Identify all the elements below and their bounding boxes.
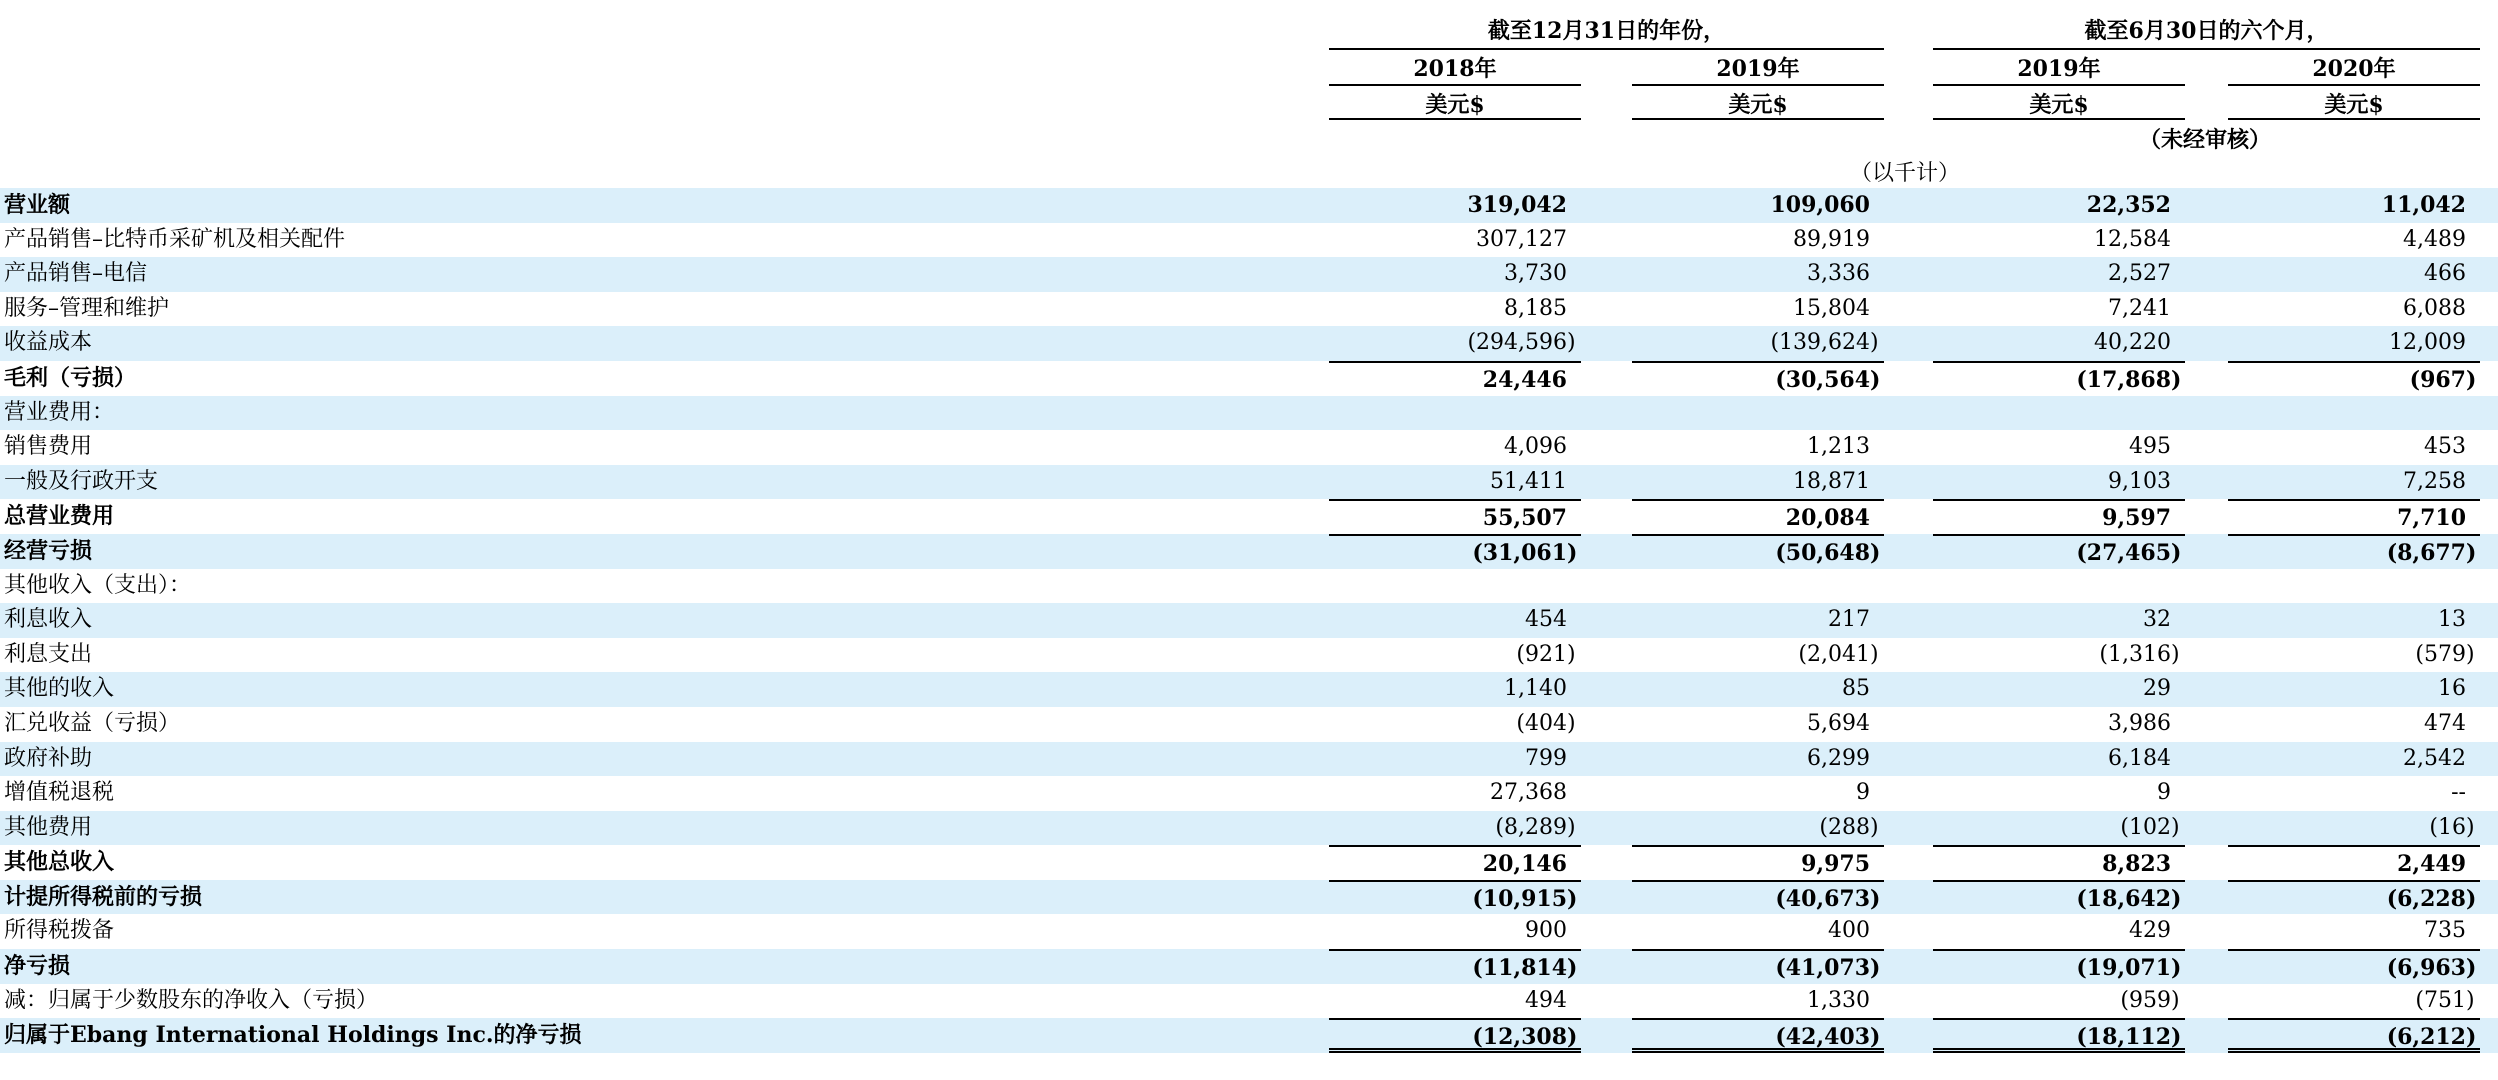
row-value-col1: 15,804 [1793, 295, 1870, 321]
col0-currency-rule [1329, 118, 1581, 120]
row-value-col3: 7,258 [2403, 468, 2466, 494]
table-row [0, 569, 2498, 604]
row-value-col0: (12,308) [1329, 1018, 1581, 1053]
row-value-col2: 3,986 [2108, 710, 2171, 736]
row-value-col1: (40,673) [1632, 880, 1884, 915]
col0-year-rule [1329, 84, 1581, 86]
row-value-col0: 307,127 [1476, 226, 1567, 252]
row-label: 利息支出 [4, 641, 93, 667]
group1-rule [1329, 48, 1884, 50]
row-value-col2: 32 [2143, 607, 2171, 633]
col1-year: 2019年 [1716, 56, 1800, 82]
row-value-col2 [1933, 396, 2185, 431]
row-value-col3: (967) [2228, 361, 2480, 396]
row-label: 产品销售–比特币采矿机及相关配件 [4, 226, 346, 252]
table-row [0, 465, 2498, 500]
row-label: 毛利（亏损） [4, 364, 137, 391]
row-label: 收益成本 [4, 330, 93, 356]
table-row [0, 430, 2498, 465]
row-value-col0: 900 [1525, 918, 1567, 944]
row-label: 净亏损 [4, 953, 71, 980]
row-value-col0: 51,411 [1490, 468, 1567, 494]
group2-title: 截至6月30日的六个月， [2084, 18, 2329, 44]
row-value-col1: (50,648) [1632, 534, 1884, 569]
row-value-col3: 466 [2424, 261, 2466, 287]
col0-currency: 美元$ [1425, 92, 1485, 118]
row-value-col0: (921) [1516, 641, 1576, 667]
row-value-col1: 400 [1828, 918, 1870, 944]
table-row [0, 984, 2498, 1019]
table-row [0, 396, 2498, 431]
row-value-col3: 12,009 [2389, 330, 2466, 356]
row-value-col1: (2,041) [1798, 641, 1879, 667]
col2-currency-rule [1933, 118, 2185, 120]
income-statement-table [0, 188, 2498, 1053]
row-label: 总营业费用 [4, 503, 115, 530]
table-row [0, 845, 2498, 880]
table-row [0, 188, 2498, 223]
row-label: 经营亏损 [4, 537, 93, 564]
row-value-col0 [1329, 396, 1581, 431]
table-row [0, 776, 2498, 811]
row-value-col3: 4,489 [2403, 226, 2466, 252]
row-value-col0: 1,140 [1504, 676, 1567, 702]
row-value-col1: 1,330 [1807, 987, 1870, 1013]
row-value-col1: 18,871 [1793, 468, 1870, 494]
row-value-col1: 9 [1856, 780, 1870, 806]
row-value-col1: (41,073) [1632, 949, 1884, 984]
row-value-col1: (288) [1819, 814, 1879, 840]
row-value-col0: (10,915) [1329, 880, 1581, 915]
row-label: 营业额 [4, 192, 71, 218]
row-value-col0: (8,289) [1495, 814, 1576, 840]
row-value-col1 [1632, 569, 1884, 604]
row-label: 其他总收入 [4, 849, 115, 876]
row-label: 减：归属于少数股东的净收入（亏损） [4, 987, 379, 1013]
row-label: 计提所得税前的亏损 [4, 883, 203, 910]
row-value-col1: 5,694 [1807, 710, 1870, 736]
row-value-col3 [2228, 569, 2480, 604]
row-value-col0: (11,814) [1329, 949, 1581, 984]
row-value-col3: 474 [2424, 710, 2466, 736]
row-value-col0: 799 [1525, 745, 1567, 771]
row-value-col0: 454 [1525, 607, 1567, 633]
table-row [0, 949, 2498, 984]
row-value-col2: (27,465) [1933, 534, 2185, 569]
col3-year: 2020年 [2312, 56, 2396, 82]
row-value-col3: 16 [2438, 676, 2466, 702]
col3-currency-rule [2228, 118, 2480, 120]
row-value-col3: -- [2451, 780, 2466, 806]
row-value-col0: 319,042 [1467, 192, 1567, 218]
row-value-col2: 7,241 [2108, 295, 2171, 321]
row-value-col0: 4,096 [1504, 434, 1567, 460]
table-row [0, 638, 2498, 673]
row-value-col3: (579) [2415, 641, 2475, 667]
row-value-col2: 9,597 [1933, 499, 2185, 534]
col1-currency: 美元$ [1728, 92, 1788, 118]
col2-year-rule [1933, 84, 2185, 86]
row-label: 一般及行政开支 [4, 468, 159, 494]
group1-title: 截至12月31日的年份， [1487, 18, 1726, 44]
row-label: 增值税退税 [4, 780, 115, 806]
row-value-col2: (1,316) [2099, 641, 2180, 667]
row-value-col2: 8,823 [1933, 845, 2185, 880]
row-value-col0: 494 [1525, 987, 1567, 1013]
table-row [0, 499, 2498, 534]
row-value-col1: 9,975 [1632, 845, 1884, 880]
table-row [0, 326, 2498, 361]
row-label: 其他的收入 [4, 676, 115, 702]
col1-year-rule [1632, 84, 1884, 86]
row-value-col1: 20,084 [1632, 499, 1884, 534]
row-value-col2: 9,103 [2108, 468, 2171, 494]
row-label: 利息收入 [4, 607, 93, 633]
row-label: 服务–管理和维护 [4, 295, 170, 321]
unaudited-note: （未经审核） [2138, 127, 2271, 153]
row-value-col2: (18,642) [1933, 880, 2185, 915]
row-value-col2: 40,220 [2094, 330, 2171, 356]
col2-year: 2019年 [2017, 56, 2101, 82]
row-value-col0: 8,185 [1504, 295, 1567, 321]
row-value-col3 [2228, 396, 2480, 431]
col0-year: 2018年 [1413, 56, 1497, 82]
row-value-col0: 55,507 [1329, 499, 1581, 534]
row-value-col3: 6,088 [2403, 295, 2466, 321]
row-value-col1: 6,299 [1807, 745, 1870, 771]
row-value-col3: (6,212) [2228, 1018, 2480, 1053]
table-row [0, 672, 2498, 707]
col3-year-rule [2228, 84, 2480, 86]
row-value-col2: (17,868) [1933, 361, 2185, 396]
row-value-col3: 2,449 [2228, 845, 2480, 880]
row-value-col3: (16) [2429, 814, 2475, 840]
table-row [0, 1018, 2498, 1053]
row-value-col3: 13 [2438, 607, 2466, 633]
row-value-col1: 1,213 [1807, 434, 1870, 460]
row-value-col0: (404) [1516, 710, 1576, 736]
row-label: 其他收入（支出）： [4, 572, 192, 598]
row-value-col1 [1632, 396, 1884, 431]
row-value-col2: 2,527 [2108, 261, 2171, 287]
row-label: 归属于Ebang International Holdings Inc.的净亏损 [4, 1022, 582, 1049]
row-value-col2 [1933, 569, 2185, 604]
row-value-col1: 3,336 [1807, 261, 1870, 287]
row-value-col2: 22,352 [2086, 192, 2171, 218]
table-row [0, 880, 2498, 915]
row-label: 所得税拨备 [4, 918, 115, 944]
row-value-col3: 453 [2424, 434, 2466, 460]
row-value-col0: 24,446 [1329, 361, 1581, 396]
row-value-col2: (959) [2120, 987, 2180, 1013]
row-value-col2: 29 [2143, 676, 2171, 702]
row-value-col2: 495 [2129, 434, 2171, 460]
row-value-col0: (31,061) [1329, 534, 1581, 569]
row-value-col2: 429 [2129, 918, 2171, 944]
row-value-col3: 735 [2424, 918, 2466, 944]
table-row [0, 811, 2498, 846]
row-value-col3: (8,677) [2228, 534, 2480, 569]
group2-rule [1933, 48, 2480, 50]
row-label: 政府补助 [4, 745, 93, 771]
table-row [0, 742, 2498, 777]
row-value-col1: (30,564) [1632, 361, 1884, 396]
row-value-col2: (18,112) [1933, 1018, 2185, 1053]
row-value-col2: 12,584 [2094, 226, 2171, 252]
row-value-col1: (139,624) [1770, 330, 1879, 356]
row-value-col3: 11,042 [2381, 192, 2466, 218]
row-label: 产品销售–电信 [4, 261, 148, 287]
row-value-col0 [1329, 569, 1581, 604]
table-row [0, 914, 2498, 949]
row-value-col0: 3,730 [1504, 261, 1567, 287]
row-value-col3: (6,963) [2228, 949, 2480, 984]
row-value-col2: (19,071) [1933, 949, 2185, 984]
table-row [0, 361, 2498, 396]
table-row [0, 223, 2498, 258]
table-row [0, 257, 2498, 292]
row-value-col3: (751) [2415, 987, 2475, 1013]
row-value-col3: (6,228) [2228, 880, 2480, 915]
row-value-col0: 20,146 [1329, 845, 1581, 880]
table-row [0, 292, 2498, 327]
row-label: 销售费用 [4, 434, 93, 460]
row-value-col2: 6,184 [2108, 745, 2171, 771]
row-value-col1: 109,060 [1770, 192, 1870, 218]
row-label: 其他费用 [4, 814, 93, 840]
table-row [0, 603, 2498, 638]
row-value-col2: 9 [2157, 780, 2171, 806]
row-value-col2: (102) [2120, 814, 2180, 840]
col3-currency: 美元$ [2324, 92, 2384, 118]
col1-currency-rule [1632, 118, 1884, 120]
table-row [0, 707, 2498, 742]
col2-currency: 美元$ [2029, 92, 2089, 118]
row-value-col0: 27,368 [1490, 780, 1567, 806]
row-value-col1: 85 [1842, 676, 1870, 702]
row-value-col1: 89,919 [1793, 226, 1870, 252]
row-label: 营业费用： [4, 399, 115, 425]
row-label: 汇兑收益（亏损） [4, 710, 181, 736]
row-value-col3: 7,710 [2228, 499, 2480, 534]
row-value-col1: (42,403) [1632, 1018, 1884, 1053]
row-value-col0: (294,596) [1467, 330, 1576, 356]
row-value-col3: 2,542 [2403, 745, 2466, 771]
unit-note: （以千计） [1849, 161, 1960, 186]
table-row [0, 534, 2498, 569]
row-value-col1: 217 [1828, 607, 1870, 633]
